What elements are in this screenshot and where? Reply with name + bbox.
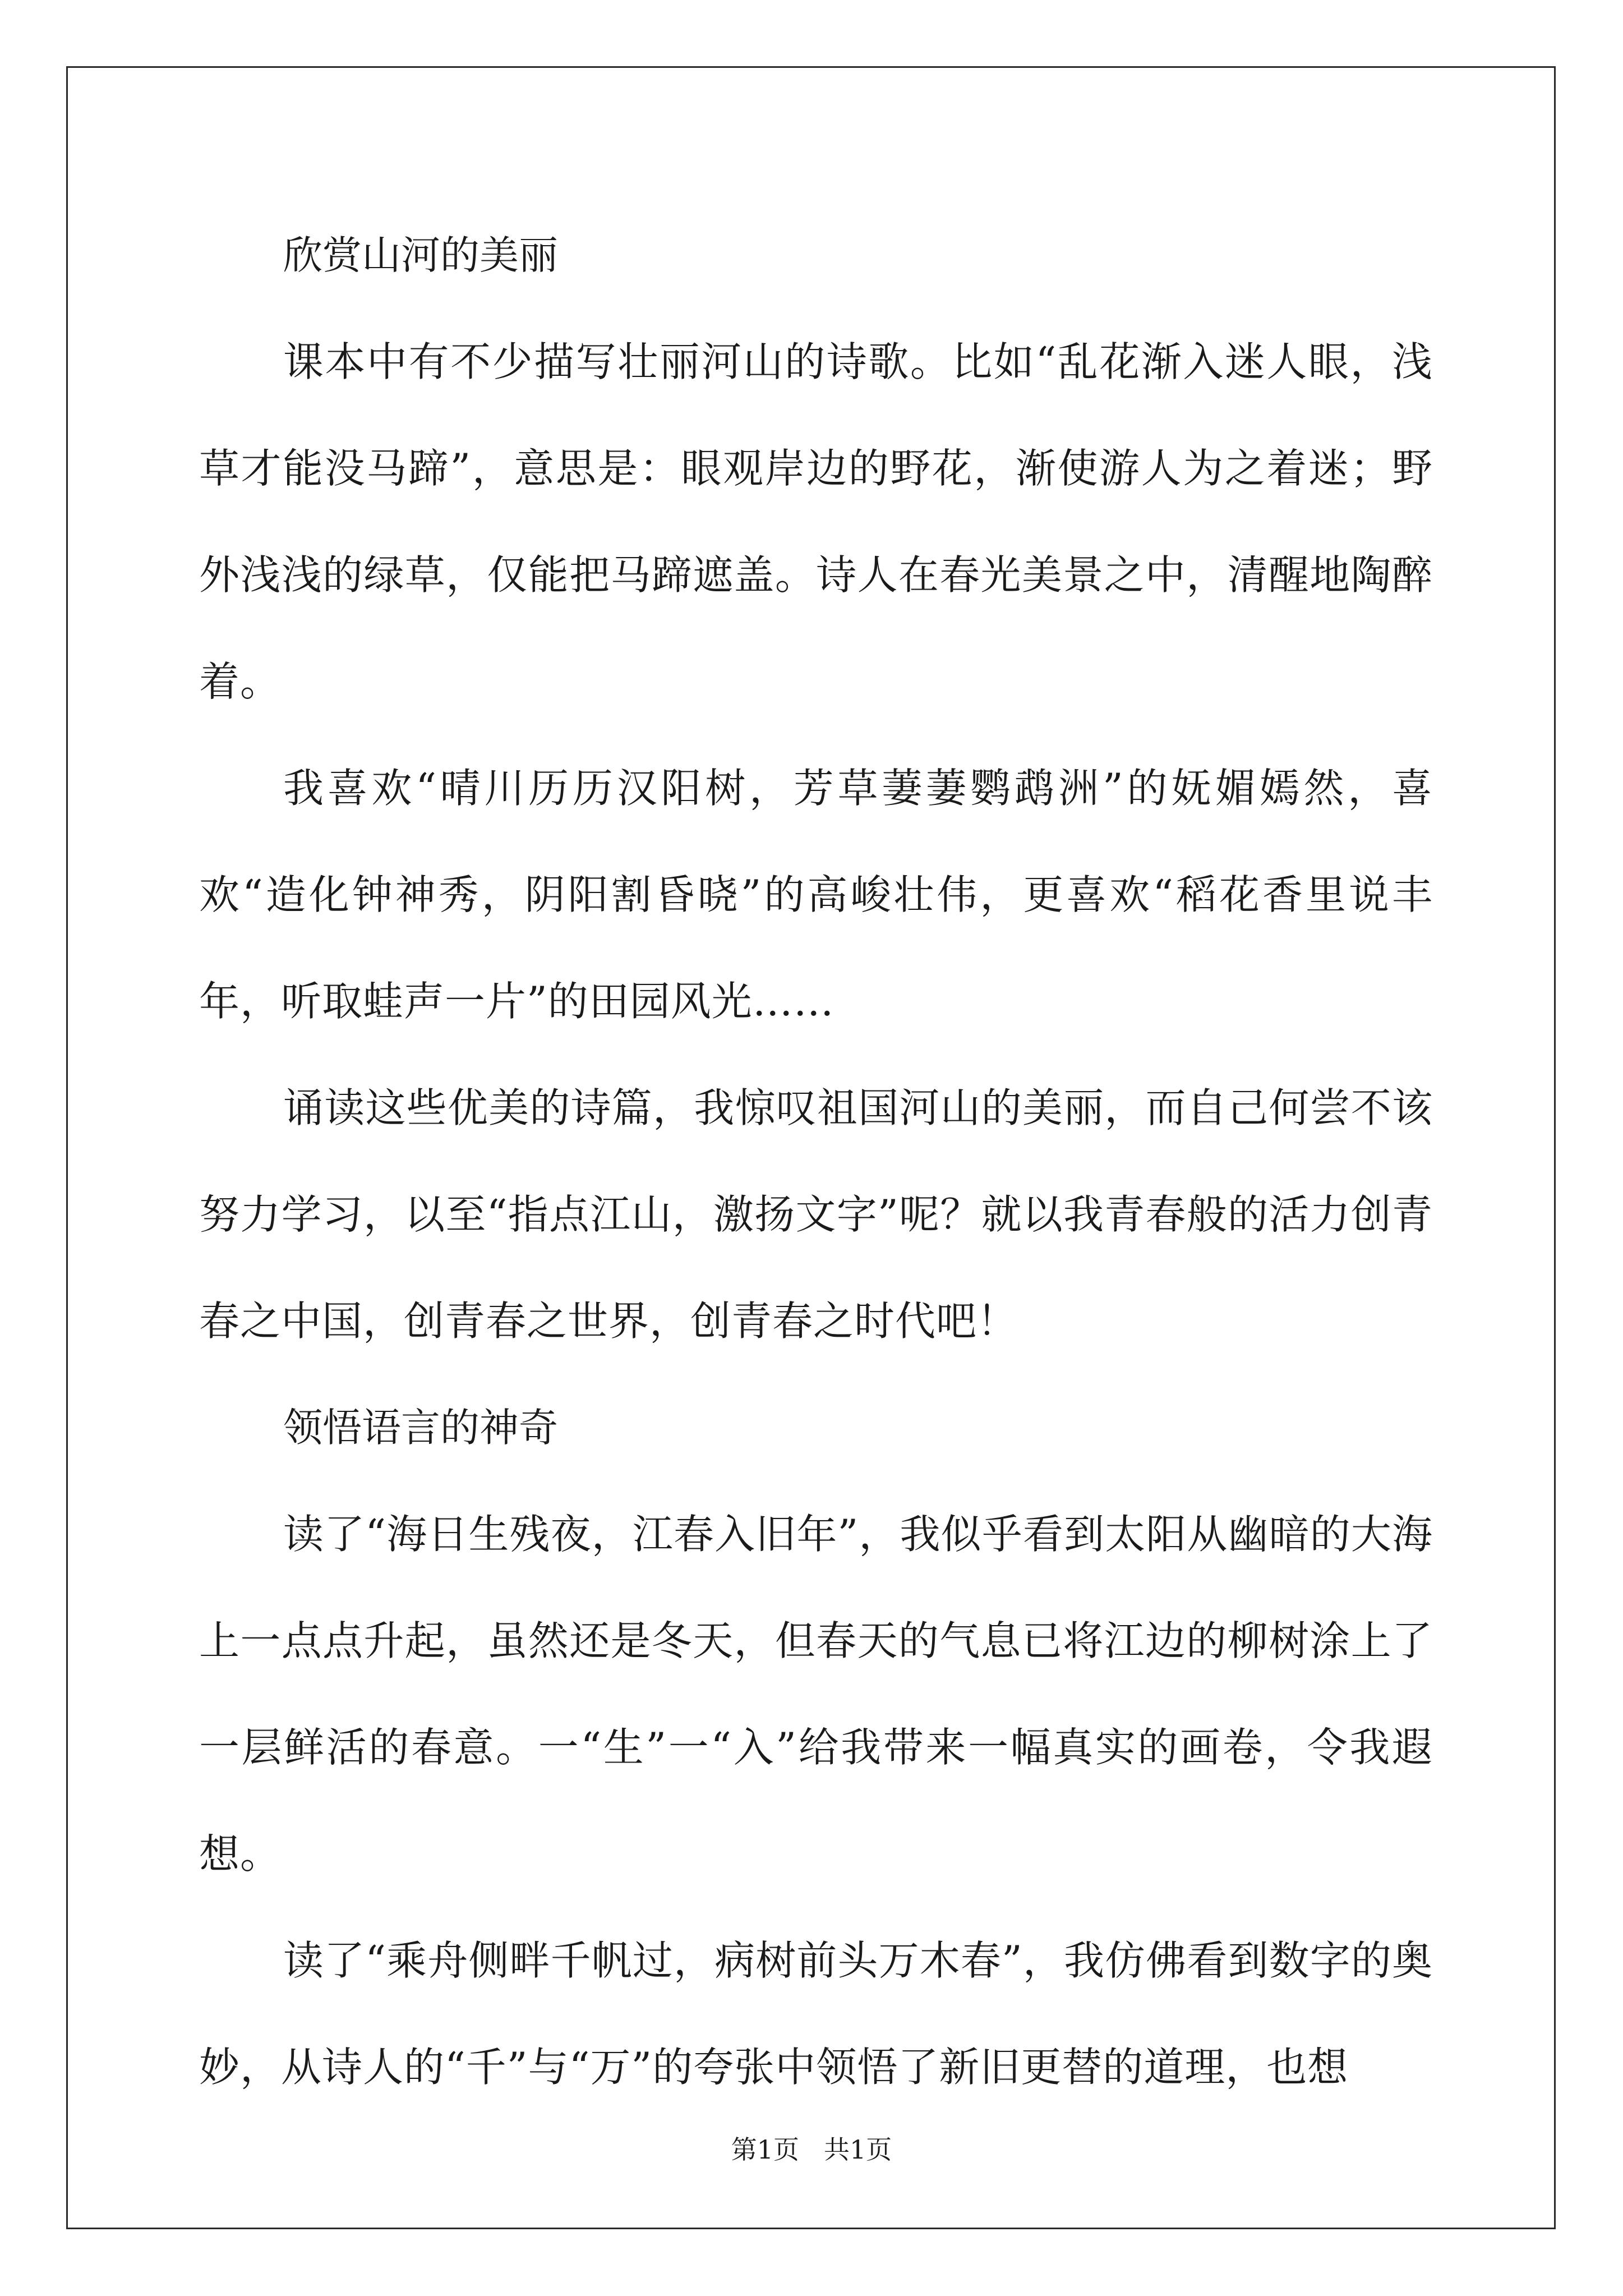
section-heading-landscape: 欣赏山河的美丽 <box>283 232 558 278</box>
paragraph: 读了“海日生残夜，江春入旧年”，我似乎看到太阳从幽暗的大海上一点点升起，虽然还是冬天，但春天的气息已将江边的柳树涂上了一层鲜活的春意。一“生”一“入”给我带来一幅真实的画卷，令我遐想。 <box>199 1511 1433 1878</box>
page-footer <box>0 2133 1623 2166</box>
paragraph: 课本中有不少描写壮丽河山的诗歌。比如“乱花渐入迷人眼，浅草才能没马蹄”，意思是：眼观岸边的野花，渐使游人为之着迷；野外浅浅的绿草，仅能把马蹄遮盖。诗人在春光美景之中，清醒地陶醉着。 <box>199 338 1433 705</box>
document-body <box>199 202 1433 2120</box>
section-heading-language: 领悟语言的神奇 <box>283 1405 558 1451</box>
page-number-current: 第1页 <box>731 2134 799 2165</box>
paragraph: 读了“乘舟侧畔千帆过，病树前头万木春”，我仿佛看到数字的奥妙，从诗人的“千”与“万”的夸张中领悟了新旧更替的道理，也想 <box>199 1937 1433 2091</box>
paragraph: 诵读这些优美的诗篇，我惊叹祖国河山的美丽，而自己何尝不该努力学习，以至“指点江山，激扬文字”呢？就以我青春般的活力创青春之中国，创青春之世界，创青春之时代吧！ <box>199 1084 1433 1345</box>
paragraph: 我喜欢“晴川历历汉阳树，芳草萋萋鹦鹉洲”的妩媚嫣然，喜欢“造化钟神秀，阴阳割昏晓”的高峻壮伟，更喜欢“稻花香里说丰年，听取蛙声一片”的田园风光…… <box>199 765 1433 1025</box>
page-number-total: 共1页 <box>824 2134 892 2165</box>
